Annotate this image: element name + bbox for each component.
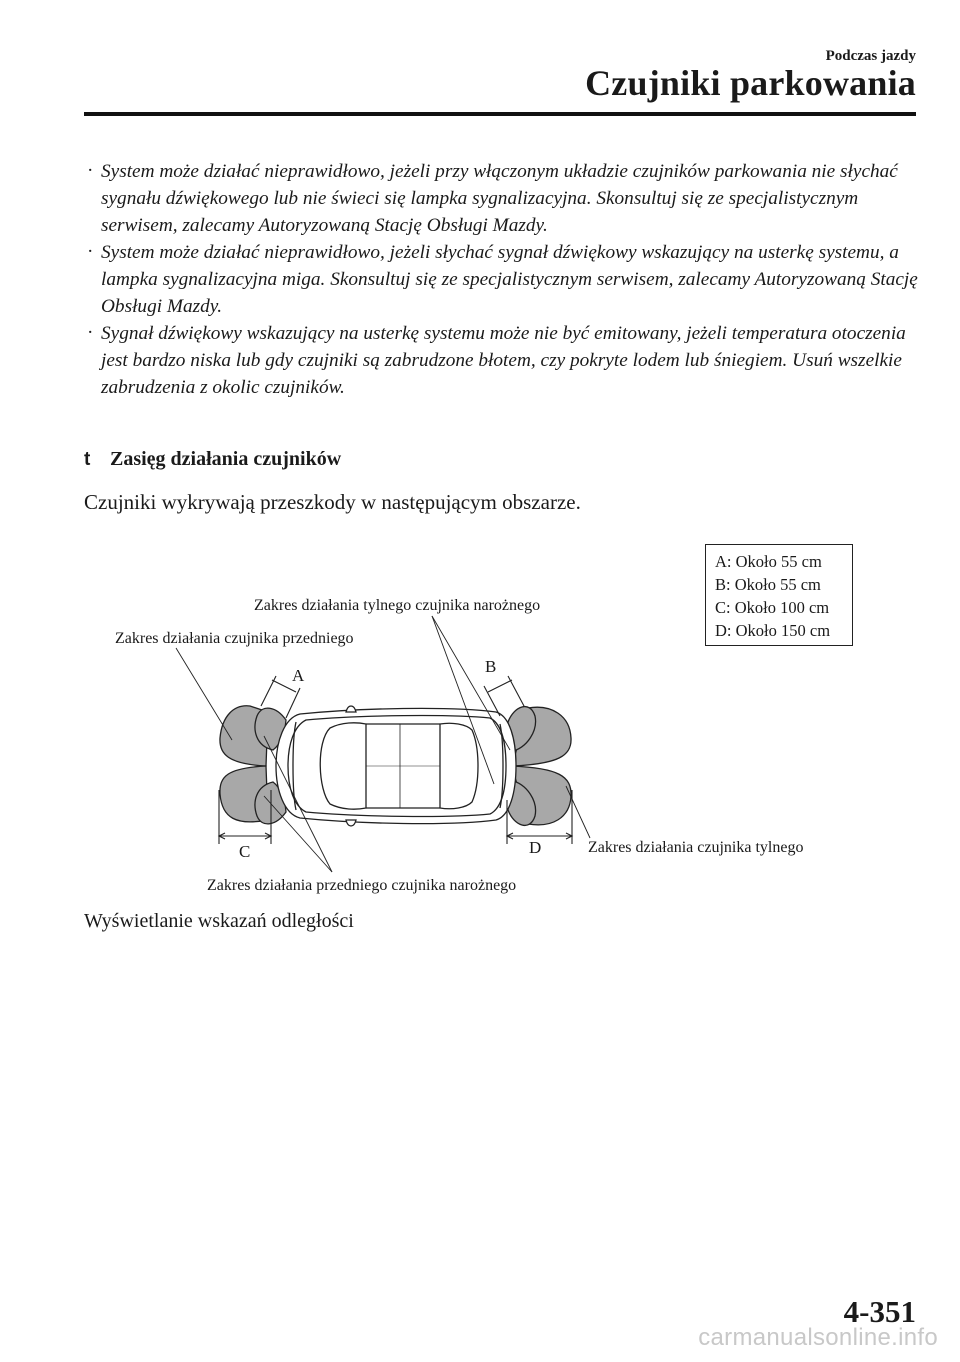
- legend-item-a: A: Około 55 cm: [715, 552, 822, 571]
- car-top-view: [276, 706, 516, 826]
- label-front-range: Zakres działania czujnika przedniego: [115, 630, 354, 647]
- label-rear-range: Zakres działania czujnika tylnego: [588, 839, 804, 856]
- section-subheading: [84, 448, 341, 471]
- legend-item-c: C: Około 100 cm: [715, 598, 830, 617]
- dimension-d: D: [529, 838, 542, 857]
- label-rear-corner-range: Zakres działania tylnego czujnika narożnego: [254, 597, 541, 614]
- dimension-a: A: [292, 666, 305, 685]
- sensor-range-diagram: [0, 580, 960, 900]
- legend-item-d: D: Około 150 cm: [715, 621, 831, 640]
- note-text: System może działać nieprawidłowo, jeżeli przy włączonym układzie czujników parkowania nie słychać sygnału dźwiękowego lub nie świeci się lampka sygnalizacyjna. Skonsultuj się ze specjalistycznym serwisem, zalecamy Autoryzowaną Stację Obsługi Mazdy.: [101, 161, 898, 236]
- note-item: [84, 320, 920, 401]
- intro-paragraph: Czujniki wykrywają przeszkody w następującym obszarze.: [84, 490, 581, 514]
- label-front-corner-range: Zakres działania przedniego czujnika narożnego: [207, 877, 517, 894]
- bullet-icon: ·: [87, 241, 94, 262]
- bullet-icon: ·: [87, 160, 94, 181]
- note-item: [84, 239, 920, 320]
- dimension-b: B: [485, 657, 497, 676]
- subheading-text: Zasięg działania czujników: [110, 448, 342, 470]
- bullet-icon: ·: [87, 322, 94, 343]
- watermark: carmanualsonline.info: [698, 1324, 938, 1351]
- page-number: 4-351: [843, 1294, 916, 1329]
- header-divider: [84, 112, 916, 116]
- page-title: Czujniki parkowania: [585, 63, 916, 103]
- note-item: [84, 158, 920, 239]
- dimension-c: C: [239, 842, 251, 861]
- notes-list: [84, 158, 920, 401]
- section-marker-icon: t: [84, 449, 91, 470]
- header-section-label: Podczas jazdy: [825, 48, 916, 64]
- legend-item-b: B: Około 55 cm: [715, 575, 821, 594]
- note-text: System może działać nieprawidłowo, jeżeli słychać sygnał dźwiękowy wskazujący na usterkę systemu, a lampka sygnalizacyjna miga. Skonsultuj się ze specjalistycznym serwisem, zalecamy Autoryzowaną Stację Obsługi Mazdy.: [101, 242, 918, 317]
- section-caption: Wyświetlanie wskazań odległości: [84, 910, 354, 932]
- note-text: Sygnał dźwiękowy wskazujący na usterkę systemu może nie być emitowany, jeżeli temperatura otoczenia jest bardzo niska lub gdy czujniki są zabrudzone błotem, czy pokryte lodem lub śniegiem. Usuń wszelkie zabrudzenia z okolic czujników.: [101, 323, 906, 398]
